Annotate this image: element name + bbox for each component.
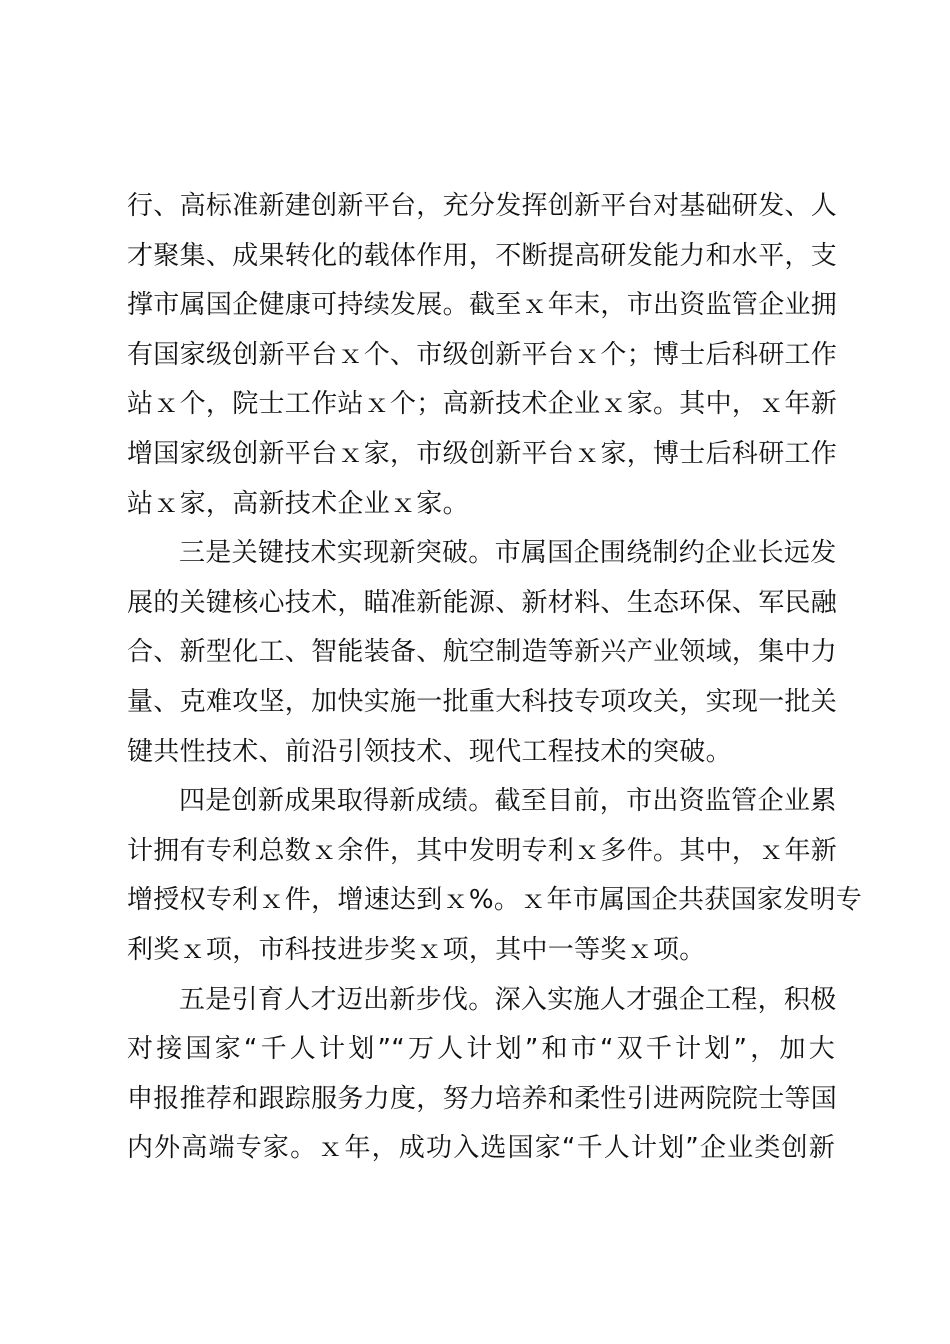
body-text [127,182,863,1174]
text-line: 合、新型化工、智能装备、航空制造等新兴产业领域，集中力 [127,637,838,668]
text-line: 四是创新成果取得新成绩。截至目前，市出资监管企业累 [179,786,837,817]
text-line: 才聚集、成果转化的载体作用，不断提高研发能力和水平，支 [127,240,838,271]
text-line: 增授权专利ｘ件，增速达到ｘ%。ｘ年市属国企共获国家发明专 [127,885,863,916]
text-line: 内外高端专家。ｘ年，成功入选国家“千人计划”企业类创新 [127,1133,835,1164]
text-line: 站ｘ家，高新技术企业ｘ家。 [127,488,469,519]
text-line: 行、高标准新建创新平台，充分发挥创新平台对基础研发、人 [127,191,838,221]
text-line: 增国家级创新平台ｘ家，市级创新平台ｘ家，博士后科研工作 [127,438,838,469]
text-line: 计拥有专利总数ｘ余件，其中发明专利ｘ多件。其中，ｘ年新 [127,835,838,866]
text-line: 申报推荐和跟踪服务力度，努力培养和柔性引进两院院士等国 [127,1083,838,1114]
text-line: 利奖ｘ项，市科技进步奖ｘ项，其中一等奖ｘ项。 [127,934,706,965]
text-line: 有国家级创新平台ｘ个、市级创新平台ｘ个；博士后科研工作 [127,339,838,370]
text-line: 撑市属国企健康可持续发展。截至ｘ年末，市出资监管企业拥 [127,290,838,321]
text-line: 展的关键核心技术，瞄准新能源、新材料、生态环保、军民融 [127,587,838,618]
text-line: 量、克难攻坚，加快实施一批重大科技专项攻关，实现一批关 [127,686,838,717]
text-line: 站ｘ个，院士工作站ｘ个；高新技术企业ｘ家。其中，ｘ年新 [127,389,838,420]
text-line: 对接国家“千人计划”“万人计划”和市“双千计划”，加大 [127,1034,835,1065]
text-line: 五是引育人才迈出新步伐。深入实施人才强企工程，积极 [179,984,837,1015]
text-line: 键共性技术、前沿引领技术、现代工程技术的突破。 [127,736,732,767]
text-line: 三是关键技术实现新突破。市属国企围绕制约企业长远发 [179,538,837,569]
